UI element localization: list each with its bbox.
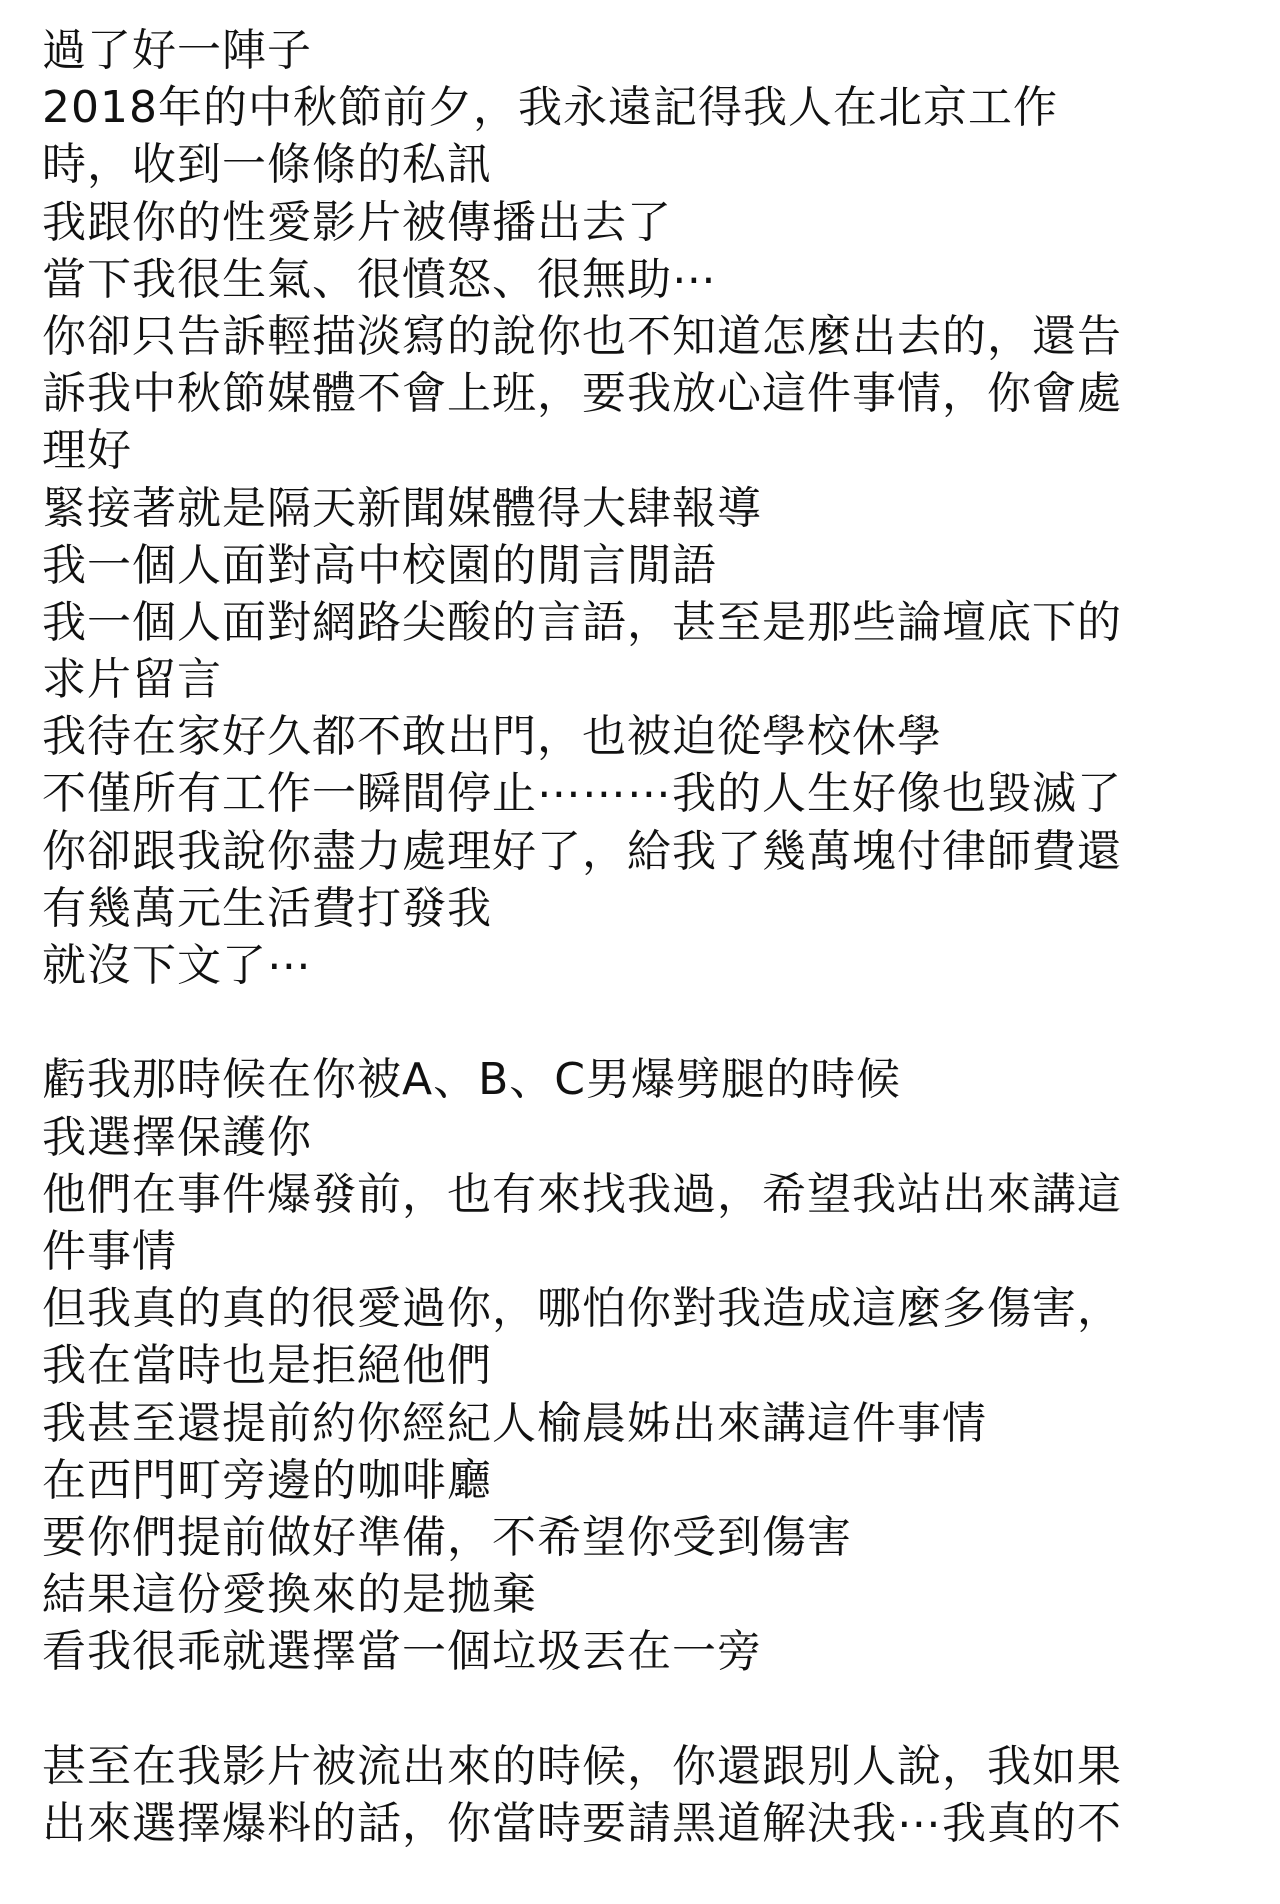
text-line: 我在當時也是拒絕他們: [42, 1340, 492, 1392]
text-line: 結果這份愛換來的是拋棄: [42, 1569, 537, 1621]
text-line: 時，收到一條條的私訊: [42, 139, 492, 191]
text-line: 我選擇保護你: [42, 1111, 312, 1163]
text-line: 理好: [42, 425, 132, 477]
text-line: 我跟你的性愛影片被傳播出去了: [42, 196, 672, 248]
text-line: 要你們提前做好準備，不希望你受到傷害: [42, 1511, 852, 1563]
text-line: 2018年的中秋節前夕，我永遠記得我人在北京工作: [42, 82, 1058, 134]
text-line: 但我真的真的很愛過你，哪怕你對我造成這麼多傷害，: [42, 1283, 1122, 1335]
text-line: 求片留言: [42, 654, 222, 706]
text-line: 看我很乖就選擇當一個垃圾丟在一旁: [42, 1626, 762, 1678]
paragraph-break: [42, 994, 1242, 1051]
text-line: 過了好一陣子: [42, 25, 312, 76]
text-line: 有幾萬元生活費打發我: [42, 882, 492, 934]
post-text: [42, 22, 1242, 1852]
text-line: 我一個人面對高中校園的閒言閒語: [42, 539, 717, 591]
text-line: 甚至在我影片被流出來的時候，你還跟別人說，我如果: [42, 1740, 1122, 1792]
paragraph-break: [42, 1680, 1242, 1737]
text-line: 我待在家好久都不敢出門，也被迫從學校休學: [42, 711, 942, 763]
text-line: 當下我很生氣、很憤怒、很無助⋯: [42, 253, 717, 305]
text-line: 你卻只告訴輕描淡寫的說你也不知道怎麼出去的，還告: [42, 310, 1122, 362]
text-line: 在西門町旁邊的咖啡廳: [42, 1454, 492, 1506]
text-line: 虧我那時候在你被A、B、C男爆劈腿的時候: [42, 1054, 902, 1106]
text-line: 出來選擇爆料的話，你當時要請黑道解決我⋯我真的不: [42, 1797, 1122, 1849]
text-line: 他們在事件爆發前，也有來找我過，希望我站出來講這: [42, 1168, 1122, 1220]
text-line: 緊接著就是隔天新聞媒體得大肆報導: [42, 482, 762, 534]
text-line: 你卻跟我說你盡力處理好了，給我了幾萬塊付律師費還: [42, 825, 1122, 877]
text-line: 訴我中秋節媒體不會上班，要我放心這件事情，你會處: [42, 368, 1122, 420]
text-line: 我一個人面對網路尖酸的言語，甚至是那些論壇底下的: [42, 596, 1122, 648]
text-line: 就沒下文了⋯: [42, 940, 312, 991]
text-line: 不僅所有工作一瞬間停止⋯⋯⋯我的人生好像也毀滅了: [42, 768, 1122, 820]
text-line: 件事情: [42, 1225, 177, 1277]
text-line: 我甚至還提前約你經紀人榆晨姊出來講這件事情: [42, 1397, 987, 1449]
